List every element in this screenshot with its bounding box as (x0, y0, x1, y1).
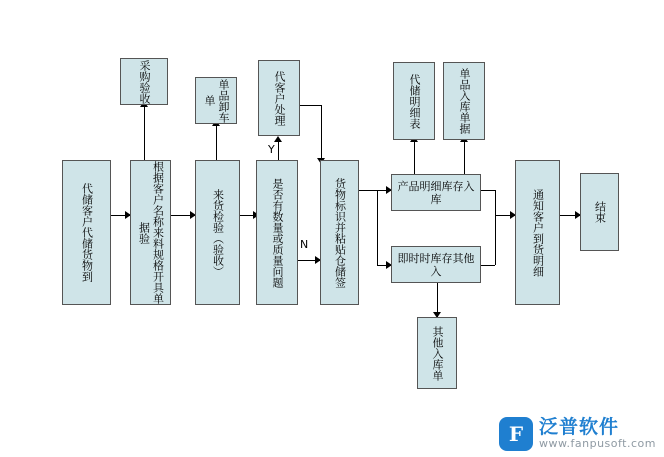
edge-register-to-purchase (144, 105, 145, 160)
node-start-label: 代储客户代储货物到 (80, 183, 94, 282)
edge-detailin-to-merge (481, 190, 495, 191)
node-single-item-inbound-doc[interactable] (443, 62, 485, 140)
node-end-label: 结束 (593, 201, 607, 223)
edge-detailin-to-stockdoc (464, 140, 465, 174)
node-realtime-other-inbound[interactable] (391, 246, 481, 283)
watermark (499, 417, 656, 451)
node-realtime-other-inbound-label: 即时时库存其他入 (397, 251, 475, 278)
node-handle-for-customer[interactable] (258, 60, 300, 136)
edge-customer-loop-top (300, 105, 322, 106)
node-decision-quality-label: 是否有数量或质量问题 (271, 177, 284, 288)
node-notify-customer-label: 通知客户到货明细 (531, 188, 545, 277)
node-register-document-label: 根据客户名称来料规格开具单据验 (137, 161, 165, 304)
node-incoming-inspection[interactable] (195, 160, 240, 305)
node-purchase-inspection[interactable] (120, 58, 168, 105)
node-register-document[interactable] (130, 160, 171, 305)
node-decision-quality[interactable] (256, 160, 298, 305)
fanpu-logo-icon: F (499, 417, 533, 451)
node-label-goods-label: 货物标识并粘贴仓储签 (333, 177, 347, 288)
watermark-subtitle: www.fanpusoft.com (539, 437, 656, 451)
node-label-goods[interactable] (320, 160, 359, 305)
watermark-texts (539, 417, 656, 451)
edge-merge-vertical (495, 190, 496, 265)
edge-label-no: N (300, 238, 309, 251)
edge-inspect-to-unload (216, 124, 217, 160)
node-end[interactable] (580, 173, 619, 251)
node-storage-detail-table-label: 代储明细表 (408, 73, 421, 129)
node-other-inbound-doc[interactable] (417, 317, 457, 389)
node-incoming-inspection-label: 来货检验（验收） (211, 188, 225, 277)
node-handle-for-customer-label: 代客户处理 (273, 70, 286, 126)
node-other-inbound-doc-label: 其他入库单 (431, 325, 444, 381)
node-product-detail-inbound[interactable] (391, 174, 481, 211)
node-unload-form[interactable] (195, 77, 237, 124)
node-unload-form-label: 单品卸车单 (203, 78, 230, 123)
watermark-title: 泛普软件 (539, 415, 620, 438)
edge-bus-vertical (377, 190, 378, 265)
node-product-detail-inbound-label: 产品明细库存入库 (397, 179, 475, 206)
node-notify-customer[interactable] (515, 160, 560, 305)
edge-otherin-to-merge (481, 265, 495, 266)
node-purchase-inspection-label: 采购验收 (138, 59, 151, 104)
edge-label-yes: Y (268, 143, 275, 156)
node-storage-detail-table[interactable] (393, 62, 435, 140)
edge-detailin-to-detailtable (414, 140, 415, 174)
node-single-item-inbound-doc-label: 单品入库单据 (458, 68, 471, 134)
edge-label-to-bus (359, 190, 377, 191)
node-start[interactable] (62, 160, 111, 305)
edge-arrow-decision-customer (274, 136, 282, 142)
edge-customer-loop-down (321, 105, 322, 160)
